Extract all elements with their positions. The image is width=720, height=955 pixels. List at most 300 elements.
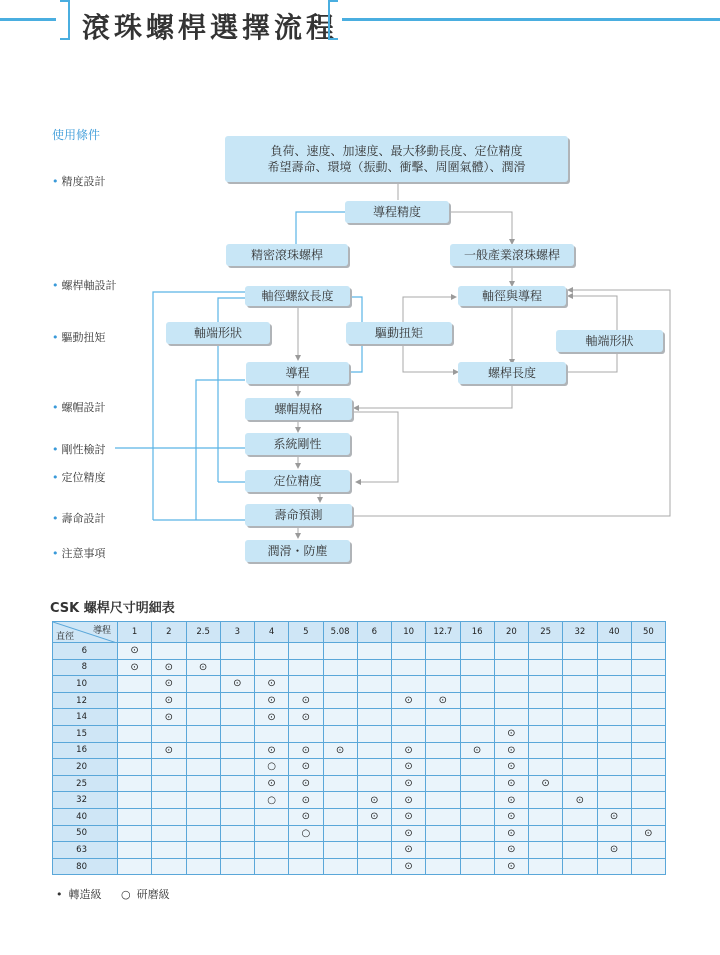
table-cell [118,742,152,759]
rolled-grade-mark: ⊙ [289,792,323,809]
table-cell [186,808,220,825]
table-cell [563,676,597,693]
table-cell [563,742,597,759]
table-cell [529,742,563,759]
table-cell [255,725,289,742]
diameter-cell: 50 [53,825,118,842]
table-cell [426,759,460,776]
diameter-cell: 14 [53,709,118,726]
table-row [53,808,666,825]
table-cell [152,775,186,792]
table-cell [631,742,665,759]
table-cell [460,825,494,842]
table-cell [357,742,391,759]
table-cell [152,825,186,842]
table-cell [289,725,323,742]
table-cell [220,825,254,842]
screw-length-box: 螺桿長度 [458,362,566,384]
table-cell [494,692,528,709]
table-cell [289,858,323,875]
table-cell [631,775,665,792]
table-cell [563,808,597,825]
table-cell [357,775,391,792]
table-cell [426,709,460,726]
table-cell [323,725,357,742]
rolled-grade-mark: ⊙ [392,858,426,875]
rolled-grade-mark: ⊙ [357,808,391,825]
conditions-line-2: 希望壽命、環境（振動、衝擊、周圍氣體）、潤滑 [267,160,526,174]
table-cell [186,792,220,809]
table-cell [631,659,665,676]
lead-header-cell: 25 [529,622,563,643]
system-rigidity-box: 系統剛性 [245,433,350,455]
rolled-grade-mark: ⊙ [494,825,528,842]
table-cell [220,709,254,726]
side-item-drive-torque: • 驅動扭矩 [52,331,106,344]
table-cell [118,676,152,693]
table-cell [220,775,254,792]
table-cell [597,725,631,742]
table-cell [152,725,186,742]
table-cell [323,825,357,842]
table-cell [631,725,665,742]
table-cell [220,692,254,709]
table-cell [426,808,460,825]
drive-torque-box: 驅動扭矩 [346,322,452,344]
diameter-cell: 63 [53,842,118,859]
rolled-grade-mark: ⊙ [494,742,528,759]
lead-header-cell: 12.7 [426,622,460,643]
table-cell [631,808,665,825]
table-cell [631,792,665,809]
table-cell [529,643,563,660]
table-cell [494,676,528,693]
ground-grade-mark: ○ [255,759,289,776]
diameter-cell: 20 [53,759,118,776]
table-cell [152,858,186,875]
table-cell [460,808,494,825]
rolled-grade-mark: ⊙ [494,792,528,809]
table-row [53,643,666,660]
positioning-accuracy-box: 定位精度 [245,470,350,492]
rolled-grade-mark: ⊙ [392,742,426,759]
table-cell [631,759,665,776]
table-row [53,775,666,792]
rolled-grade-mark: ⊙ [323,742,357,759]
table-cell [563,759,597,776]
table-cell [529,709,563,726]
table-cell [392,709,426,726]
rolled-grade-mark: ⊙ [255,676,289,693]
table-cell [186,858,220,875]
rolled-grade-mark: ⊙ [460,742,494,759]
diameter-cell: 10 [53,676,118,693]
diameter-cell: 16 [53,742,118,759]
page-title: 滾珠螺桿選擇流程 [82,11,339,44]
table-cell [255,858,289,875]
table-cell [563,643,597,660]
table-cell [289,659,323,676]
shaft-dia-and-lead-box: 軸徑與導程 [458,286,566,306]
side-item-life-design: • 壽命設計 [52,512,106,525]
table-cell [426,792,460,809]
table-cell [529,725,563,742]
table-cell [631,643,665,660]
rolled-grade-mark: ⊙ [255,775,289,792]
table-cell [460,858,494,875]
table-cell [426,742,460,759]
table-cell [494,709,528,726]
table-cell [357,825,391,842]
table-cell [563,842,597,859]
table-cell [220,725,254,742]
table-cell [323,808,357,825]
table-cell [357,709,391,726]
table-cell [220,842,254,859]
table-cell [460,692,494,709]
table-cell [255,659,289,676]
end-shape-right-box: 軸端形狀 [556,330,663,352]
table-cell [529,792,563,809]
rolled-grade-mark: ⊙ [152,742,186,759]
table-cell [220,742,254,759]
table-cell [255,643,289,660]
life-prediction-box: 壽命預測 [245,504,352,526]
table-cell [255,808,289,825]
table-row [53,676,666,693]
table-cell [186,725,220,742]
table-cell [392,659,426,676]
table-cell [118,842,152,859]
table-cell [392,643,426,660]
side-item-positioning-accuracy: • 定位精度 [52,471,106,484]
lead-header-cell: 32 [563,622,597,643]
table-cell [289,676,323,693]
table-cell [460,792,494,809]
table-cell [357,676,391,693]
usage-conditions-label: 使用條件 [52,128,101,142]
table-cell [357,643,391,660]
precision-ball-screw-box: 精密滾珠螺桿 [226,244,348,266]
table-cell [494,643,528,660]
table-cell [529,759,563,776]
table-cell [597,709,631,726]
rolled-grade-mark: ⊙ [152,692,186,709]
general-ball-screw-box: 一般產業滾珠螺桿 [450,244,574,266]
rolled-grade-mark: ⊙ [494,858,528,875]
lead-header-cell: 16 [460,622,494,643]
table-row [53,759,666,776]
shaft-dia-thread-length-box: 軸徑螺紋長度 [245,286,350,306]
table-cell [152,842,186,859]
table-cell [152,643,186,660]
rolled-grade-mark: ⊙ [118,659,152,676]
side-item-label: 螺帽設計 [61,401,106,414]
table-cell [460,709,494,726]
side-item-accuracy-design: • 精度設計 [52,175,106,188]
table-cell [563,858,597,875]
diameter-cell: 6 [53,643,118,660]
diameter-cell: 32 [53,792,118,809]
table-cell [426,676,460,693]
table-cell [631,676,665,693]
table-cell [460,775,494,792]
diameter-cell: 25 [53,775,118,792]
table-cell [426,659,460,676]
table-cell [529,659,563,676]
rolled-grade-mark: ⊙ [152,709,186,726]
table-row [53,825,666,842]
table-cell [631,692,665,709]
table-cell [529,692,563,709]
rolled-grade-mark: ⊙ [529,775,563,792]
table-cell [289,842,323,859]
table-cell [118,792,152,809]
table-cell [323,643,357,660]
table-cell [323,775,357,792]
rolled-grade-mark: ⊙ [289,709,323,726]
rolled-grade-mark: ⊙ [631,825,665,842]
table-cell [597,825,631,842]
rolled-grade-mark: ⊙ [494,759,528,776]
lead-header-cell: 4 [255,622,289,643]
side-item-notes: • 注意事項 [52,547,106,560]
screw-size-table [52,621,666,875]
rolled-grade-mark: ⊙ [392,759,426,776]
table-cell [426,725,460,742]
lead-header-cell: 50 [631,622,665,643]
rolled-grade-mark: ⊙ [563,792,597,809]
table-cell [631,842,665,859]
table-cell [597,659,631,676]
corner-lead-label: 導程 [92,626,111,636]
table-row [53,842,666,859]
rolled-grade-mark: ⊙ [255,692,289,709]
lead-header-cell: 2 [152,622,186,643]
lead-header-cell: 3 [220,622,254,643]
table-cell [357,692,391,709]
lead-header-cell: 10 [392,622,426,643]
table-cell [597,676,631,693]
rolled-grade-mark: ⊙ [186,659,220,676]
legend-ground-mark: ○ [121,888,131,901]
table-cell [460,842,494,859]
diameter-cell: 15 [53,725,118,742]
table-cell [597,742,631,759]
table-cell [357,659,391,676]
table-cell [118,725,152,742]
lead-header-cell: 5 [289,622,323,643]
table-cell [460,643,494,660]
lead-header-cell: 40 [597,622,631,643]
table-cell [323,792,357,809]
conditions-line-1: 負荷、速度、加速度、最大移動長度、定位精度 [270,144,523,158]
table-cell [152,808,186,825]
rolled-grade-mark: ⊙ [357,792,391,809]
table-cell [357,858,391,875]
table-cell [426,643,460,660]
side-item-label: 定位精度 [61,471,106,484]
table-cell [357,842,391,859]
table-row [53,725,666,742]
table-cell [563,775,597,792]
table-row [53,709,666,726]
table-cell [494,659,528,676]
table-cell [186,842,220,859]
table-cell [220,858,254,875]
rolled-grade-mark: ⊙ [494,775,528,792]
side-item-label: 剛性檢討 [61,443,106,456]
conditions-box [225,136,568,182]
diameter-cell: 40 [53,808,118,825]
table-cell [118,775,152,792]
table-cell [186,742,220,759]
table-cell [597,792,631,809]
table-cell [597,692,631,709]
table-row [53,659,666,676]
legend-ground-label: 研磨級 [136,888,170,901]
rolled-grade-mark: ⊙ [392,692,426,709]
rolled-grade-mark: ⊙ [494,842,528,859]
table-header-row [53,622,666,643]
table-cell [323,692,357,709]
table-cell [220,659,254,676]
table-cell [460,725,494,742]
table-cell [563,725,597,742]
ground-grade-mark: ○ [255,792,289,809]
rolled-grade-mark: ⊙ [220,676,254,693]
rolled-grade-mark: ⊙ [289,775,323,792]
rolled-grade-mark: ⊙ [152,659,186,676]
table-cell [323,759,357,776]
table-cell [597,643,631,660]
side-item-nut-design: • 螺帽設計 [52,401,106,414]
table-cell [289,643,323,660]
table-cell [597,759,631,776]
table-cell [392,676,426,693]
rolled-grade-mark: ⊙ [392,808,426,825]
table-cell [563,709,597,726]
rolled-grade-mark: ⊙ [597,808,631,825]
rolled-grade-mark: ⊙ [392,792,426,809]
table-cell [118,858,152,875]
table-cell [529,825,563,842]
table-cell [323,709,357,726]
rolled-grade-mark: ⊙ [255,742,289,759]
table-cell [426,825,460,842]
rolled-grade-mark: ⊙ [118,643,152,660]
table-cell [563,659,597,676]
legend-rolled-label: 轉造級 [68,888,102,901]
table-cell [597,858,631,875]
table-legend [56,886,176,902]
side-item-label: 壽命設計 [61,512,106,525]
table-cell [152,759,186,776]
table-cell [186,825,220,842]
rolled-grade-mark: ⊙ [289,808,323,825]
table-cell [186,676,220,693]
table-cell [323,842,357,859]
table-row [53,792,666,809]
nut-spec-box: 螺帽規格 [245,398,352,420]
table-cell [529,808,563,825]
table-cell [220,759,254,776]
side-item-shaft-design: • 螺桿軸設計 [52,279,117,292]
table-cell [631,709,665,726]
table-cell [220,808,254,825]
lead-header-cell: 5.08 [323,622,357,643]
table-cell [323,676,357,693]
lead-header-cell: 6 [357,622,391,643]
table-cell [220,792,254,809]
table-cell [529,676,563,693]
table-cell [186,759,220,776]
diameter-cell: 8 [53,659,118,676]
table-cell [255,825,289,842]
diameter-cell: 12 [53,692,118,709]
table-title: CSK 螺桿尺寸明細表 [50,601,175,616]
ground-grade-mark: ○ [289,825,323,842]
table-cell [186,709,220,726]
table-cell [323,858,357,875]
rolled-grade-mark: ⊙ [392,775,426,792]
rolled-grade-mark: ⊙ [289,742,323,759]
table-cell [357,759,391,776]
side-item-label: 螺桿軸設計 [61,279,117,292]
table-cell [529,842,563,859]
table-cell [118,692,152,709]
lead-accuracy-box: 導程精度 [345,201,449,223]
table-cell [460,659,494,676]
table-cell [220,643,254,660]
rolled-grade-mark: ⊙ [152,676,186,693]
table-cell [323,659,357,676]
table-cell [186,692,220,709]
side-item-rigidity-review: • 剛性檢討 [52,443,106,456]
table-cell [426,842,460,859]
legend-rolled-mark: • [56,888,63,901]
table-corner-cell [53,622,118,643]
table-cell [426,775,460,792]
lead-header-cell: 1 [118,622,152,643]
side-item-label: 精度設計 [61,175,106,188]
lubrication-dust-box: 潤滑・防塵 [245,540,350,562]
table-cell [186,775,220,792]
table-cell [255,842,289,859]
side-item-label: 注意事項 [61,547,106,560]
corner-diameter-label: 直徑 [56,632,75,642]
rolled-grade-mark: ⊙ [494,808,528,825]
table-cell [563,692,597,709]
lead-header-cell: 2.5 [186,622,220,643]
table-cell [597,775,631,792]
table-cell [118,759,152,776]
table-cell [152,792,186,809]
table-row [53,858,666,875]
table-cell [118,808,152,825]
diameter-cell: 80 [53,858,118,875]
table-row [53,742,666,759]
rolled-grade-mark: ⊙ [426,692,460,709]
table-row [53,692,666,709]
table-cell [426,858,460,875]
table-cell [186,643,220,660]
side-item-label: 驅動扭矩 [61,331,106,344]
rolled-grade-mark: ⊙ [289,759,323,776]
table-cell [631,858,665,875]
lead-box: 導程 [246,362,349,384]
rolled-grade-mark: ⊙ [255,709,289,726]
